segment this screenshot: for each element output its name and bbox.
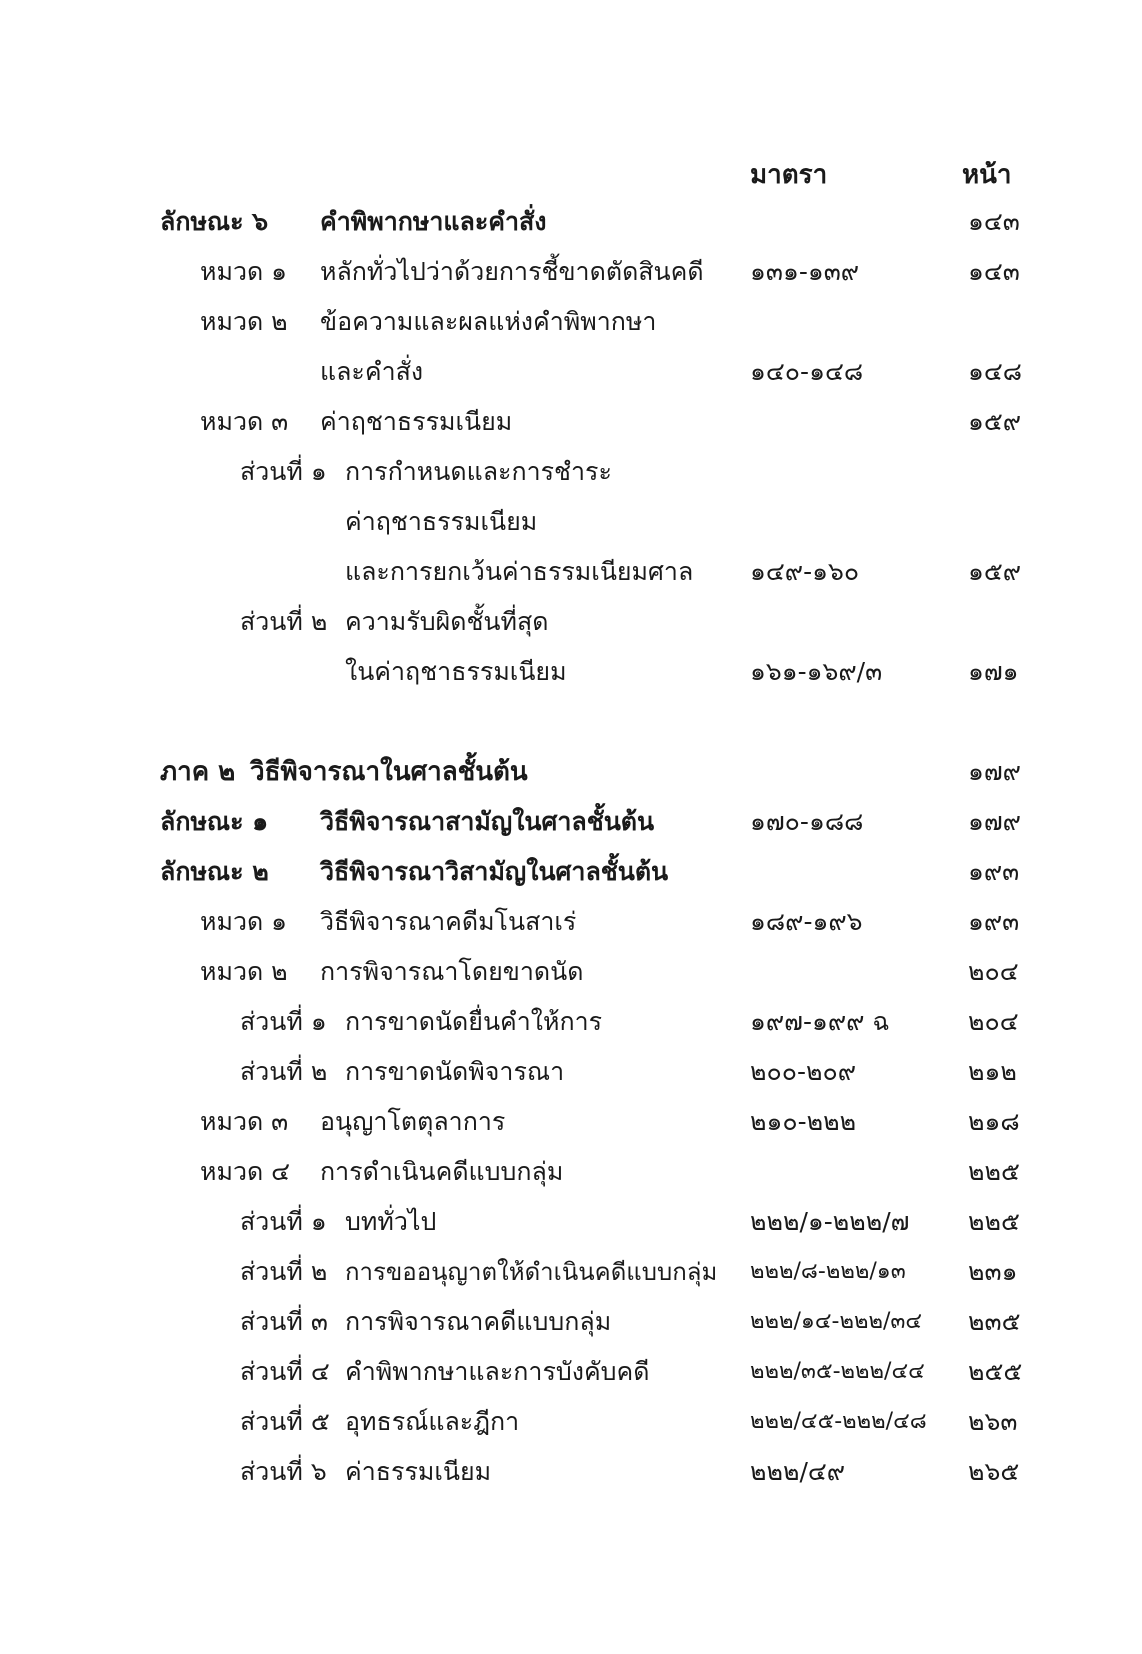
toc-row — [0, 897, 1142, 947]
toc-page: ๑๙๓ — [968, 857, 1020, 886]
toc-section: ๒๐๐-๒๐๙ — [750, 1057, 857, 1086]
toc-row — [0, 247, 1142, 297]
toc-label: ลักษณะ ๑ — [160, 807, 269, 836]
toc-title: วิธีพิจารณาวิสามัญในศาลชั้นต้น — [320, 857, 669, 886]
toc-label: หมวด ๓ — [200, 407, 289, 436]
toc-page: ๒๐๔ — [968, 1007, 1019, 1036]
toc-title: อุทธรณ์และฎีกา — [345, 1407, 520, 1436]
toc-section: ๒๒๒/๘-๒๒๒/๑๓ — [750, 1259, 906, 1284]
toc-title: และคำสั่ง — [320, 357, 424, 386]
toc-label: ส่วนที่ ๑ — [240, 1007, 327, 1036]
toc-title: หลักทั่วไปว่าด้วยการชี้ขาดตัดสินคดี — [320, 257, 704, 286]
toc-title: ค่าฤชาธรรมเนียม — [320, 407, 513, 436]
toc-section: ๒๒๒/๓๕-๒๒๒/๔๔ — [750, 1359, 925, 1384]
toc-page: ๒๑๘ — [968, 1107, 1020, 1136]
toc-page: ๑๗๑ — [968, 657, 1019, 686]
toc-label: ส่วนที่ ๑ — [240, 1207, 327, 1236]
toc-section: ๒๒๒/๑๔-๒๒๒/๓๔ — [750, 1309, 923, 1334]
toc-row — [0, 197, 1142, 247]
toc-row — [0, 1447, 1142, 1497]
toc-label: ส่วนที่ ๔ — [240, 1357, 330, 1386]
toc-title: การขาดนัดยื่นคำให้การ — [345, 1007, 603, 1036]
toc-title: ค่าฤชาธรรมเนียม — [345, 507, 538, 536]
toc-page: ๒๒๕ — [968, 1207, 1020, 1236]
toc-section: ๑๓๑-๑๓๙ — [750, 257, 860, 286]
toc-label: ส่วนที่ ๕ — [240, 1407, 330, 1436]
toc-label: หมวด ๒ — [200, 307, 288, 336]
toc-page: ๒๖๓ — [968, 1407, 1018, 1436]
toc-title: ความรับผิดชั้นที่สุด — [345, 607, 549, 636]
toc-label: ส่วนที่ ๑ — [240, 457, 327, 486]
toc-section: ๑๙๗-๑๙๙ ฉ — [750, 1007, 890, 1036]
toc-row — [0, 1047, 1142, 1097]
toc-label: หมวด ๒ — [200, 957, 288, 986]
toc-title: ข้อความและผลแห่งคำพิพากษา — [320, 307, 657, 336]
toc-row — [0, 647, 1142, 697]
toc-page: ๑๕๙ — [968, 407, 1022, 436]
toc-row — [0, 1197, 1142, 1247]
toc-page: ๒๒๕ — [968, 1157, 1020, 1186]
toc-page: ๑๔๓ — [968, 207, 1020, 236]
toc-section: ๒๒๒/๔๕-๒๒๒/๔๘ — [750, 1409, 927, 1434]
toc-page: ๑๔๓ — [968, 257, 1020, 286]
toc-title: การขาดนัดพิจารณา — [345, 1057, 565, 1086]
toc-page: ๒๖๕ — [968, 1457, 1020, 1486]
toc-section: ๑๖๑-๑๖๙/๓ — [750, 657, 883, 686]
toc-section: ๑๗๐-๑๘๘ — [750, 807, 864, 836]
toc-title: การขออนุญาตให้ดำเนินคดีแบบกลุ่ม — [345, 1258, 718, 1286]
toc-label: ภาค ๒ — [160, 757, 236, 787]
toc-title: คำพิพากษาและคำสั่ง — [320, 207, 547, 236]
toc-page: ๒๓๕ — [968, 1307, 1021, 1336]
toc-title: บททั่วไป — [345, 1207, 437, 1236]
toc-page: ๑๕๙ — [968, 557, 1022, 586]
toc-row — [0, 347, 1142, 397]
toc-title: วิธีพิจารณาสามัญในศาลชั้นต้น — [320, 807, 655, 836]
toc-title: วิธีพิจารณาคดีมโนสาเร่ — [320, 907, 577, 936]
toc-row — [0, 1097, 1142, 1147]
toc-row — [0, 1147, 1142, 1197]
toc-title: การพิจารณาโดยขาดนัด — [320, 957, 584, 986]
toc-title: การกำหนดและการชำระ — [345, 457, 612, 486]
toc-label: ส่วนที่ ๒ — [240, 1257, 328, 1286]
toc-label: ส่วนที่ ๒ — [240, 607, 328, 636]
toc-title: คำพิพากษาและการบังคับคดี — [345, 1357, 650, 1386]
toc-section: ๒๒๒/๔๙ — [750, 1457, 846, 1486]
toc-header-row — [0, 150, 1142, 200]
toc-label: ส่วนที่ ๒ — [240, 1057, 328, 1086]
toc-row — [0, 1297, 1142, 1347]
toc-row — [0, 597, 1142, 647]
toc-row — [0, 1247, 1142, 1297]
toc-title: วิธีพิจารณาในศาลชั้นต้น — [250, 757, 528, 787]
toc-row — [0, 847, 1142, 897]
toc-row — [0, 1347, 1142, 1397]
toc-label: หมวด ๑ — [200, 257, 288, 286]
toc-title: ในค่าฤชาธรรมเนียม — [345, 657, 567, 686]
toc-title: การดำเนินคดีแบบกลุ่ม — [320, 1157, 564, 1186]
page-column-header: หน้า — [962, 160, 1012, 190]
toc-row — [0, 997, 1142, 1047]
toc-label: ลักษณะ ๖ — [160, 207, 269, 236]
toc-page: ๑๗๙ — [968, 757, 1021, 786]
toc-part-row — [0, 747, 1142, 797]
toc-label: หมวด ๑ — [200, 907, 288, 936]
toc-section: ๒๒๒/๑-๒๒๒/๗ — [750, 1207, 910, 1236]
toc-title: อนุญาโตตุลาการ — [320, 1107, 506, 1136]
toc-title: และการยกเว้นค่าธรรมเนียมศาล — [345, 557, 694, 586]
toc-section: ๑๔๙-๑๖๐ — [750, 557, 860, 586]
toc-row — [0, 497, 1142, 547]
toc-label: ลักษณะ ๒ — [160, 857, 269, 886]
toc-section: ๑๘๙-๑๙๖ — [750, 907, 863, 936]
toc-page: ๑๗๙ — [968, 807, 1021, 836]
toc-row — [0, 297, 1142, 347]
toc-row — [0, 1397, 1142, 1447]
toc-label: หมวด ๓ — [200, 1107, 289, 1136]
toc-row — [0, 397, 1142, 447]
toc-section: ๑๔๐-๑๔๘ — [750, 357, 864, 386]
toc-page: ๒๓๑ — [968, 1257, 1018, 1286]
toc-page: ๑๙๓ — [968, 907, 1020, 936]
toc-label: ส่วนที่ ๓ — [240, 1307, 328, 1336]
toc-row — [0, 547, 1142, 597]
toc-label: ส่วนที่ ๖ — [240, 1457, 327, 1486]
toc-row — [0, 447, 1142, 497]
toc-section: ๒๑๐-๒๒๒ — [750, 1107, 857, 1136]
toc-row — [0, 797, 1142, 847]
toc-page: ๒๕๕ — [968, 1357, 1023, 1386]
toc-page: ๒๑๒ — [968, 1057, 1017, 1086]
toc-title: ค่าธรรมเนียม — [345, 1457, 492, 1486]
toc-page: ๒๐๔ — [968, 957, 1019, 986]
section-column-header: มาตรา — [750, 160, 828, 190]
toc-page: ๑๔๘ — [968, 357, 1023, 386]
toc-label: หมวด ๔ — [200, 1157, 291, 1186]
toc-title: การพิจารณาคดีแบบกลุ่ม — [345, 1307, 612, 1336]
toc-row — [0, 947, 1142, 997]
